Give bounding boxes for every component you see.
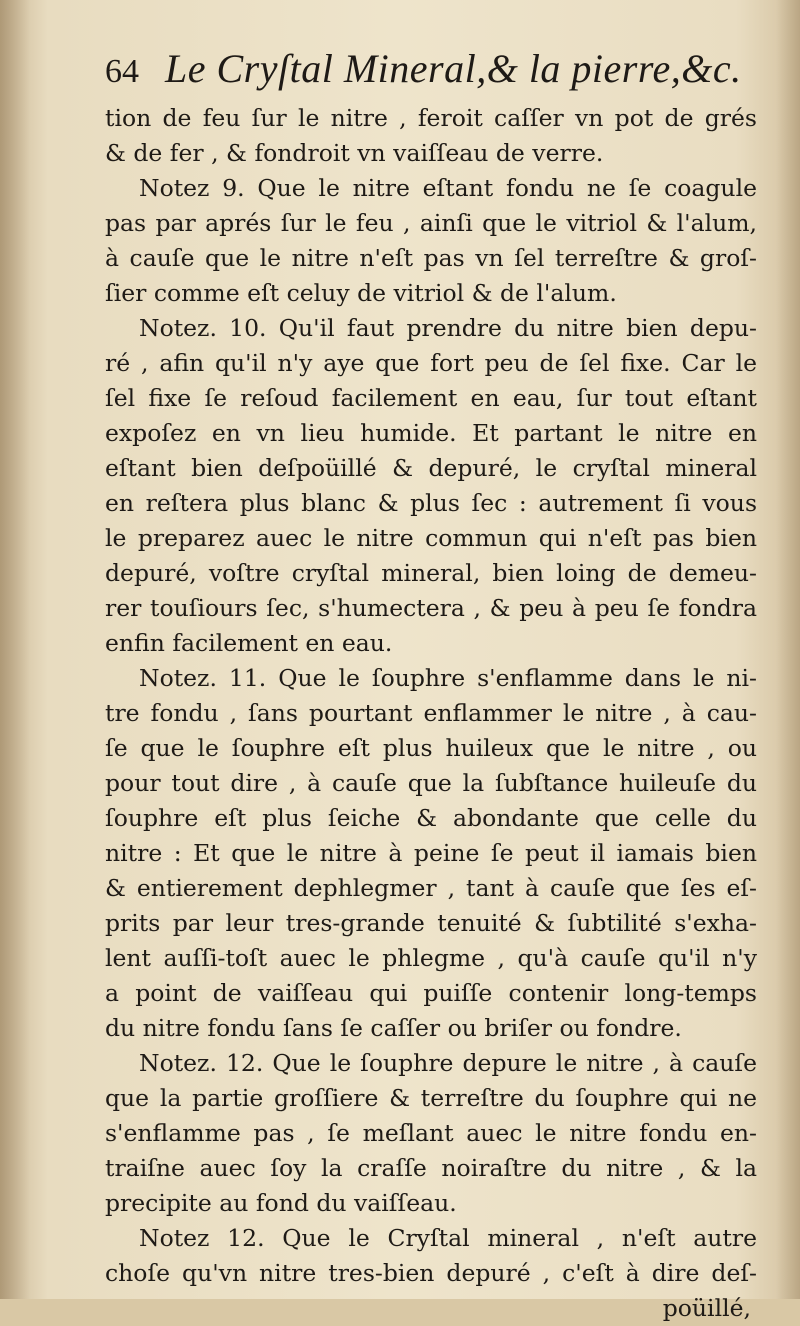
- text-line: du nitre fondu ſans ſe caſſer ou briſer ou fondre.: [105, 1014, 682, 1042]
- body-text: [105, 101, 757, 1291]
- page-edge-shadow: [776, 0, 800, 1299]
- text-line: en reſtera plus blanc & plus ſec : autrement ſi vous: [105, 489, 757, 517]
- text-line: ré , afin qu'il n'y aye que fort peu de ſel fixe. Car le: [105, 349, 757, 377]
- text-line: nitre : Et que le nitre à peine ſe peut il iamais bien: [105, 839, 757, 867]
- text-line: Notez. 11. Que le ſouphre s'enflamme dans le ni-: [139, 664, 757, 692]
- text-line: s'enflamme pas , ſe meſlant auec le nitre fondu en-: [105, 1119, 757, 1147]
- text-line: pas par aprés ſur le feu , ainſi que le vitriol & l'alum,: [105, 209, 757, 237]
- catchword: poüillé,: [662, 1294, 751, 1322]
- text-line: Notez 12. Que le Cryſtal mineral , n'eſt autre: [139, 1224, 757, 1252]
- text-line: ſel fixe ſe reſoud facilement en eau, ſur tout eſtant: [105, 384, 757, 412]
- text-line: enfin facilement en eau.: [105, 629, 393, 657]
- text-line: ſier comme eſt celuy de vitriol & de l'alum.: [105, 279, 617, 307]
- text-line: prits par leur tres-grande tenuité & ſubtilité s'exha-: [105, 909, 757, 937]
- text-line: depuré, voſtre cryſtal mineral, bien loing de demeu-: [105, 559, 757, 587]
- running-header: [105, 45, 757, 101]
- text-line: ſe que le ſouphre eſt plus huileux que le nitre , ou: [105, 734, 757, 762]
- text-line: Notez. 12. Que le ſouphre depure le nitre , à cauſe: [139, 1049, 757, 1077]
- text-line: à cauſe que le nitre n'eſt pas vn ſel terreſtre & groſ-: [105, 244, 757, 272]
- text-line: Notez 9. Que le nitre eſtant fondu ne ſe coagule: [139, 174, 757, 202]
- text-line: choſe qu'vn nitre tres-bien depuré , c'eſt à dire deſ-: [105, 1259, 757, 1287]
- text-line: Notez. 10. Qu'il faut prendre du nitre bien depu-: [139, 314, 757, 342]
- text-block: [105, 45, 757, 1326]
- text-line: eſtant bien deſpoüillé & depuré, le cryſtal mineral: [105, 454, 757, 482]
- text-line: expoſez en vn lieu humide. Et partant le nitre en: [105, 419, 757, 447]
- text-line: & de fer , & fondroit vn vaiſſeau de verre.: [105, 139, 604, 167]
- running-title: Le Cryſtal Mineral,& la pierre,&c.: [165, 46, 742, 91]
- gutter-shadow: [0, 0, 30, 1299]
- text-line: rer touſiours ſec, s'humectera , & peu à peu ſe fondra: [105, 594, 757, 622]
- text-line: que la partie groſſiere & terreſtre du ſouphre qui ne: [105, 1084, 757, 1112]
- text-line: precipite au fond du vaiſſeau.: [105, 1189, 457, 1217]
- text-line: lent auſſi-toſt auec le phlegme , qu'à cauſe qu'il n'y: [105, 944, 757, 972]
- text-line: traiſne auec ſoy la craſſe noiraſtre du nitre , & la: [105, 1154, 757, 1182]
- text-line: pour tout dire , à cauſe que la ſubſtance huileuſe du: [105, 769, 757, 797]
- text-line: a point de vaiſſeau qui puiſſe contenir long-temps: [105, 979, 757, 1007]
- text-line: & entierement dephlegmer , tant à cauſe que ſes eſ-: [105, 874, 757, 902]
- text-line: ſouphre eſt plus ſeiche & abondante que celle du: [105, 804, 757, 832]
- page-number: 64: [105, 53, 139, 90]
- text-line: le preparez auec le nitre commun qui n'eſt pas bien: [105, 524, 757, 552]
- text-line: tre fondu , ſans pourtant enflammer le nitre , à cau-: [105, 699, 757, 727]
- text-line: tion de feu ſur le nitre , feroit caſſer vn pot de grés: [105, 104, 757, 132]
